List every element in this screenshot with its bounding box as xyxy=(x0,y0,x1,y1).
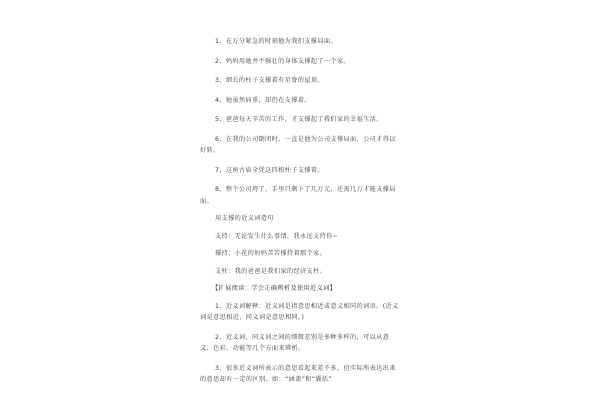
example-sentence-5: 5、爸爸每天辛苦的工作，才支撑起了我们家的幸福生活。 xyxy=(215,116,383,123)
example-sentence-4: 4、她虽然病重，却仍在支撑着。 xyxy=(215,96,311,104)
example-sentence-8: 8、整个公司垮了，手里只剩下了几万元，还需几万才能支撑局面。 xyxy=(200,186,396,205)
example-sentence-3: 3、细长的柱子支撑着有星脊的屋顶。 xyxy=(215,77,324,84)
example-sentence-2: 2、妈妈用她并不强壮的身体支撑起了一个家。 xyxy=(215,57,351,65)
document-body xyxy=(200,36,400,394)
synonym-heading: 用支撑的近义词造句 xyxy=(215,215,274,222)
synonym-example-2: 撑持：小花的妈妈苦苦撑持着那个家。 xyxy=(215,250,327,257)
example-sentence-7: 7、这座古庙全凭这四根柱子支撑着。 xyxy=(215,166,324,174)
extended-paragraph-2: 2、近义词、同义词之间的细微差别是多种多样的，可以从意义、色彩、功能等几个方面来辨析。 xyxy=(200,333,390,352)
synonym-example-1: 支持：无论发生什么事情，我永远支持你~ xyxy=(215,232,339,240)
extended-paragraph-3: 3、很多近义词所表示的意思看起来差不多，但实际所表达出来的意思却有一定的区别。如：“涵盖”和“囊括” xyxy=(200,364,396,383)
example-sentence-1: 1、在万分紧急的时刻他为我们支撑局面。 xyxy=(215,38,337,45)
example-sentence-6: 6、在我的公司倒闭时，一直是他为公司支撑局面，公司才得以好转。 xyxy=(200,135,396,154)
extended-paragraph-1: 1、近义词解释：近义词是指意思相近或意义相同的词语。(近义词是意思相近，同义词是意思相同。) xyxy=(200,302,399,321)
synonym-example-3: 支柱：我的爸爸是我们家的经济支柱。 xyxy=(215,267,327,275)
extended-reading-title: 【扩展阅读：学会正确辨析及使用近义词】 xyxy=(212,285,337,292)
